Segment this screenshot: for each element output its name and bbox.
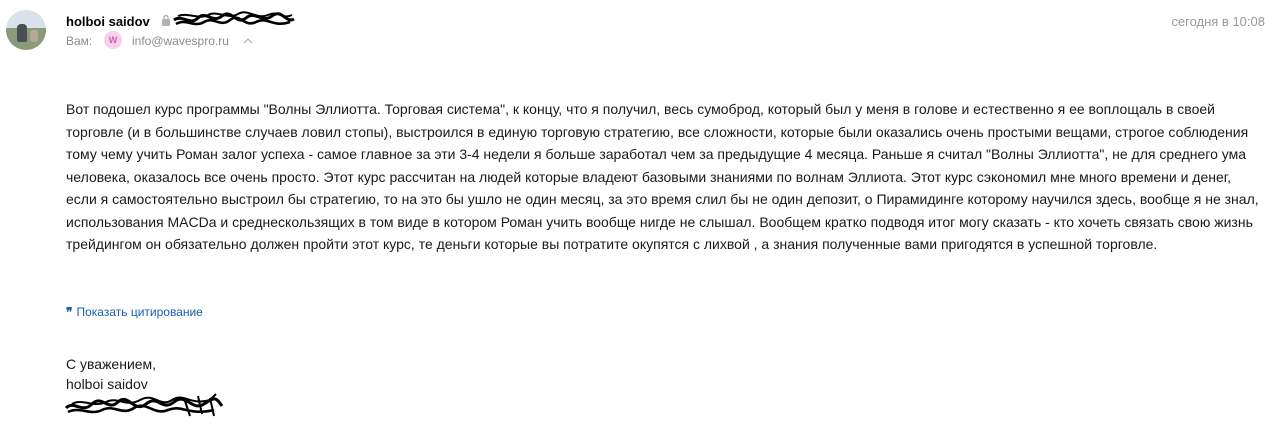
signature	[66, 354, 156, 394]
redacted-signature	[64, 392, 224, 420]
message-date: сегодня в 10:08	[1171, 14, 1265, 29]
recipient-email[interactable]: info@wavespro.ru	[132, 34, 229, 48]
signature-greeting: С уважением,	[66, 356, 157, 372]
sender-avatar[interactable]	[6, 10, 46, 50]
quote-icon: ❞	[66, 305, 73, 319]
recipient-icon: W	[104, 31, 122, 49]
message-body	[66, 98, 1260, 256]
chevron-up-icon[interactable]	[243, 37, 253, 45]
signature-name: holboi saidov	[66, 376, 148, 392]
message-header	[0, 0, 1273, 60]
redacted-sender-email	[172, 10, 296, 30]
to-label: Вам:	[66, 34, 93, 48]
sender-name[interactable]: holboi saidov	[66, 14, 150, 29]
message-body-text: Вот подошел курс программы "Волны Эллиотта. Торговая система", к концу, что я получил, весь сумоброд, который был у меня в голове и естественно я ее воплощаль в своей торговле (и в большинстве случаев ловил стопы), выстроился в единую торговую стратегию, все сложности, которые были оказались очень простыми вещами, строгое соблюдения тому чему учить Роман залог успеха - самое главное за эти 3-4 недели я больше заработал чем за предыдущие 4 месяца. Раньше я считал "Волны Эллиотта", не для среднего ума человека, оказалось все очень просто. Этот курс рассчитан на людей которые владеют базовыми знаниями по волнам Эллиота. Этот курс сэкономил мне много времени и денег, если я самостоятельно выстроил бы стратегию, то на это бы ушло не один месяц, за это время слил бы не один депозит, о Пирамидинге которому научился здесь, вообще я не знал, использования MACDa и среднескользящих в том виде в котором Роман учить вообще нигде не слышал. Вообщем кратко подводя итог могу сказать - кто хочеть связать свою жизнь трейдингом он обязательно должен пройти этот курс, те деньги которые вы потратите окупятся с лихвой , а знания полученные вами пригодятся в успешной торговле.	[66, 101, 1259, 252]
show-quote-label: Показать цитирование	[76, 305, 203, 319]
show-quote-link[interactable]	[66, 305, 203, 319]
lock-icon	[161, 14, 171, 26]
